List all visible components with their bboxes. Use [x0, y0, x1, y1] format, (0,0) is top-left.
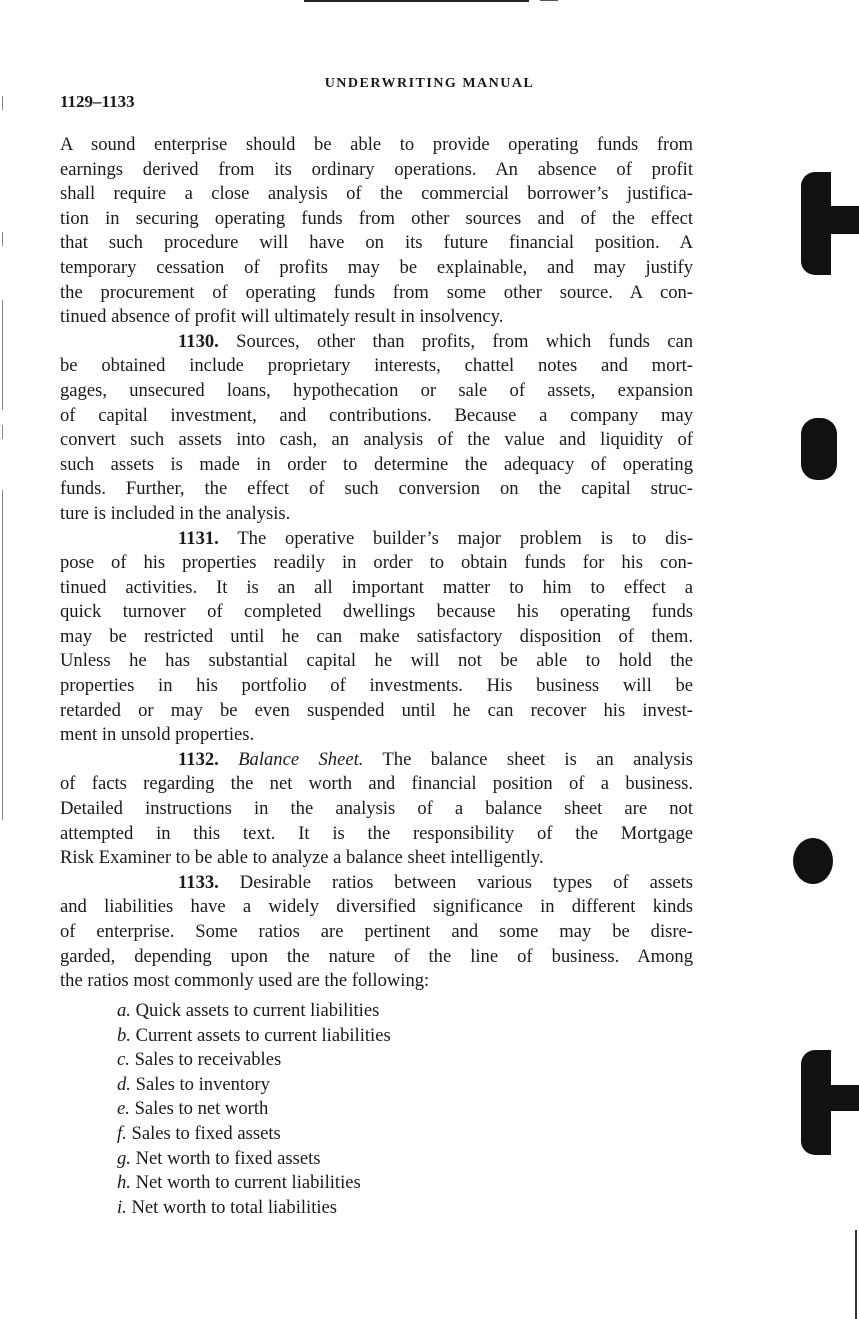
margin-mark	[2, 300, 3, 410]
section-range: 1129–1133	[60, 92, 135, 111]
list-text: Sales to inventory	[135, 1073, 270, 1095]
text-line: may be restricted until he can make satisfactory disposition of them.	[60, 625, 693, 647]
text-line	[60, 748, 693, 773]
text-line: attempted in this text. It is the responsibility of the Mortgage	[60, 822, 693, 844]
list-item	[117, 1097, 391, 1122]
text-line: shall require a close analysis of the commercial borrower’s justifica-	[60, 183, 693, 205]
text-line	[60, 330, 693, 355]
index-tab-dot	[793, 838, 833, 884]
list-item	[117, 1196, 391, 1221]
text-line: ture is included in the analysis.	[60, 502, 291, 524]
list-letter: i.	[117, 1196, 127, 1218]
paragraph-number: 1130.	[178, 330, 219, 352]
text-line: ment in unsold properties.	[60, 724, 255, 746]
paragraph-1129	[60, 133, 693, 330]
ratio-list	[117, 999, 391, 1220]
paragraph-number: 1131.	[178, 527, 219, 549]
text-line: pose of his properties readily in order to obtain funds for his con-	[60, 552, 693, 574]
text-line: garded, depending upon the nature of the line of business. Among	[60, 945, 693, 967]
top-rule	[304, 0, 529, 2]
text-line: A sound enterprise should be able to provide operating funds from	[60, 134, 693, 155]
text-line: funds. Further, the effect of such conversion on the capital struc-	[60, 478, 693, 500]
text-line: that such procedure will have on its future financial position. A	[60, 232, 693, 254]
text-line: tion in securing operating funds from other sources and of the effect	[60, 207, 693, 229]
list-item	[117, 1024, 391, 1049]
list-item	[117, 1122, 391, 1147]
text-line: temporary cessation of profits may be explainable, and may justify	[60, 256, 693, 278]
margin-mark	[2, 232, 3, 246]
list-letter: b.	[117, 1024, 131, 1046]
list-text: Net worth to total liabilities	[131, 1196, 338, 1218]
body-text	[60, 133, 693, 994]
text-line: tinued activities. It is an all important matter to him to effect a	[60, 576, 693, 598]
text-line: retarded or may be even suspended until he can recover his invest-	[60, 699, 693, 721]
text-line: the procurement of operating funds from some other source. A con-	[60, 281, 693, 303]
text-line-content: Sources, other than profits, from which funds can	[236, 330, 694, 352]
top-rule-fragment	[540, 0, 558, 1]
list-letter: g.	[117, 1147, 131, 1169]
text-line: Detailed instructions in the analysis of a balance sheet are not	[60, 798, 693, 820]
index-tab-middle	[801, 418, 837, 480]
text-line: the ratios most commonly used are the following:	[60, 970, 430, 992]
list-letter: d.	[117, 1073, 131, 1095]
text-line: gages, unsecured loans, hypothecation or sale of assets, expansion	[60, 379, 693, 401]
text-line: Risk Examiner to be able to analyze a balance sheet intelligently.	[60, 847, 544, 869]
text-line: such assets is made in order to determine the adequacy of operating	[60, 453, 693, 475]
list-item	[117, 1171, 391, 1196]
text-line: of enterprise. Some ratios are pertinent and some may be disre-	[60, 921, 693, 942]
list-letter: f.	[117, 1122, 127, 1144]
list-text: Sales to receivables	[134, 1049, 282, 1071]
running-header: UNDERWRITING MANUAL	[324, 76, 535, 91]
margin-mark	[2, 425, 3, 439]
text-line: earnings derived from its ordinary operations. An absence of profit	[60, 158, 693, 180]
paragraph-number: 1132.	[178, 748, 219, 770]
list-letter: h.	[117, 1172, 131, 1194]
index-tab-bottom-bar	[827, 1085, 859, 1111]
text-line: quick turnover of completed dwellings because his operating funds	[60, 601, 693, 623]
paragraph-1131	[60, 527, 693, 748]
text-line-content: Desirable ratios between various types of assets	[239, 871, 693, 893]
text-line: be obtained include proprietary interests, chattel notes and mort-	[60, 355, 693, 377]
margin-mark	[2, 490, 3, 820]
list-text: Current assets to current liabilities	[135, 1024, 391, 1046]
list-text: Net worth to current liabilities	[135, 1172, 361, 1194]
margin-mark	[2, 96, 3, 110]
text-line: of facts regarding the net worth and financial position of a business.	[60, 773, 693, 795]
text-line-content: The balance sheet is an analysis	[382, 748, 693, 770]
text-line: convert such assets into cash, an analysis of the value and liquidity of	[60, 429, 693, 451]
text-line	[60, 527, 693, 552]
text-line-content: The operative builder’s major problem is to dis-	[237, 527, 694, 549]
text-line: properties in his portfolio of investments. His business will be	[60, 675, 693, 697]
text-line: Unless he has substantial capital he will not be able to hold the	[60, 650, 693, 672]
list-letter: c.	[117, 1049, 130, 1071]
paragraph-1133	[60, 871, 693, 994]
paragraph-1132	[60, 748, 693, 871]
text-line: tinued absence of profit will ultimately result in insolvency.	[60, 306, 504, 328]
paragraph-1130	[60, 330, 693, 527]
list-text: Net worth to fixed assets	[135, 1147, 321, 1169]
list-text: Sales to net worth	[134, 1098, 269, 1120]
list-item	[117, 1073, 391, 1098]
text-line	[60, 871, 693, 896]
paragraph-number: 1133.	[178, 871, 219, 893]
list-item	[117, 1147, 391, 1172]
index-tab-top-bar	[827, 206, 859, 234]
section-title: Balance Sheet.	[238, 748, 364, 770]
list-text: Sales to fixed assets	[131, 1122, 281, 1144]
list-item	[117, 1048, 391, 1073]
list-letter: e.	[117, 1098, 130, 1120]
text-line: of capital investment, and contributions. Because a company may	[60, 404, 693, 426]
list-item	[117, 999, 391, 1024]
list-letter: a.	[117, 1000, 131, 1021]
text-line: and liabilities have a widely diversified significance in different kinds	[60, 896, 693, 918]
page-edge	[855, 1230, 857, 1319]
list-text: Quick assets to current liabilities	[135, 1000, 380, 1021]
